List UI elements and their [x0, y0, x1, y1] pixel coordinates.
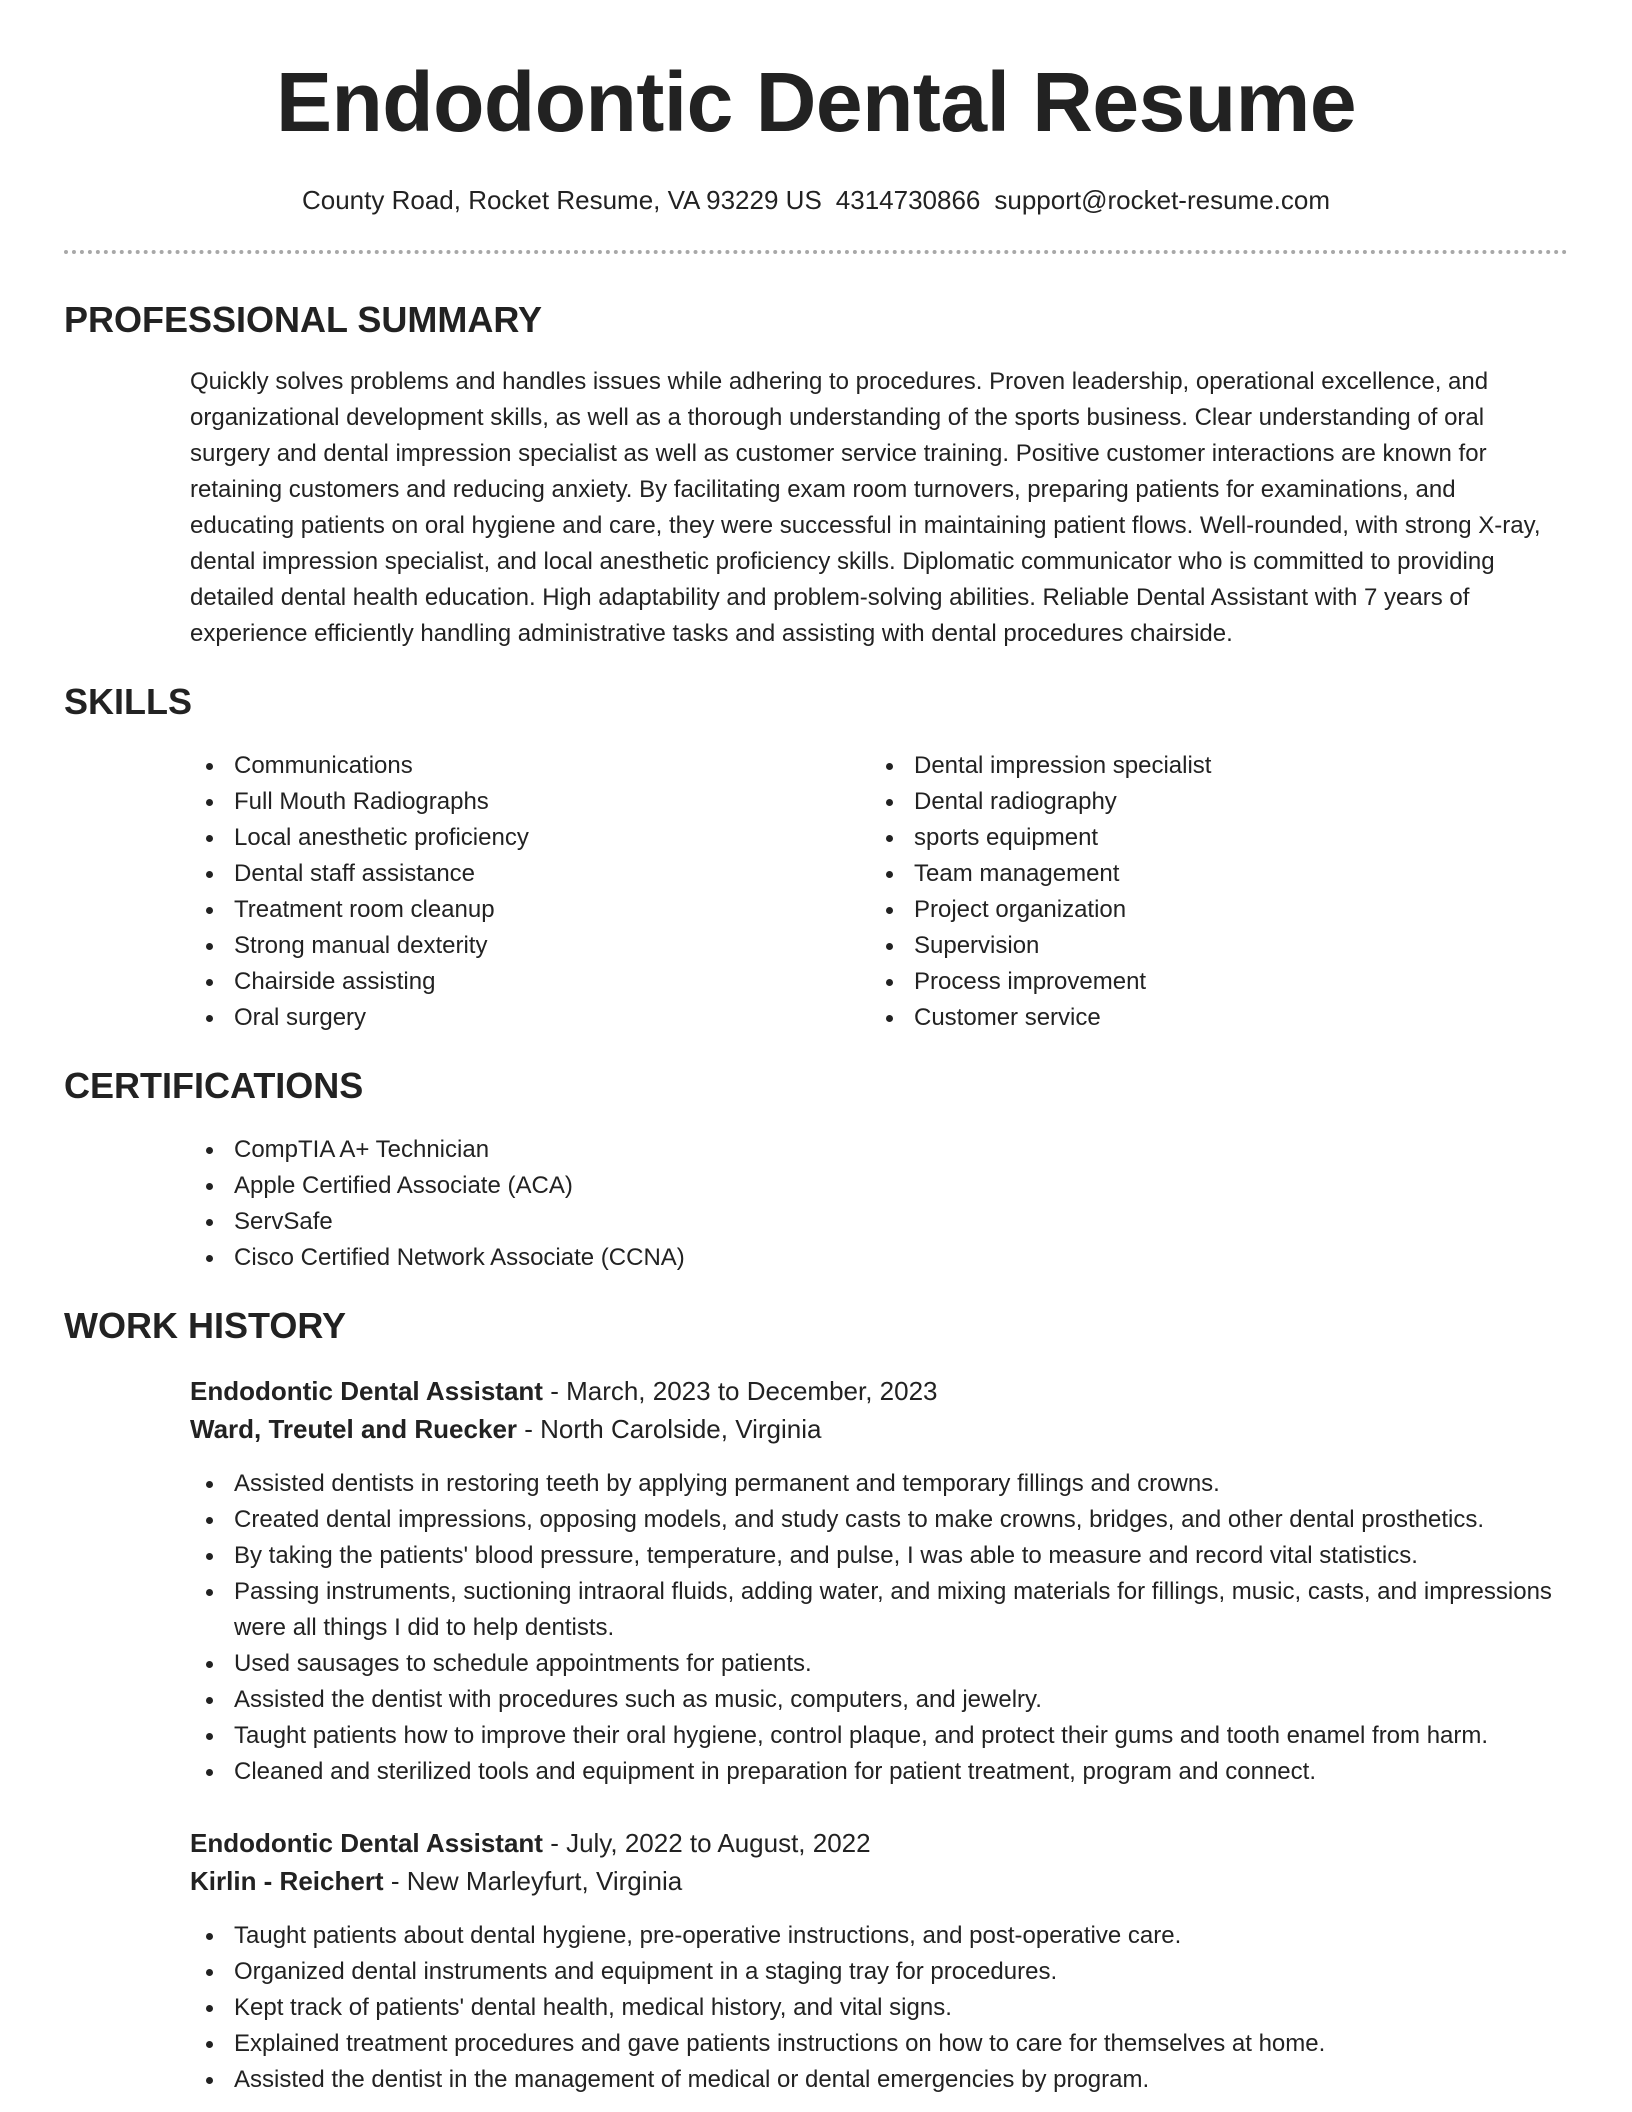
skill-item: Dental staff assistance	[190, 856, 850, 892]
skill-item: Full Mouth Radiographs	[190, 784, 850, 820]
summary-text: Quickly solves problems and handles issues while adhering to procedures. Proven leadership, operational excellence, and organizational development skills, as well as a thorough understanding of the sports business. Clear understanding of oral surgery and dental impression specialist as well as customer service training. Positive customer interactions are known for retaining customers and reducing anxiety. By facilitating exam room turnovers, preparing patients for examinations, and educating patients on oral hygiene and care, they were successful in maintaining patient flows. Well-rounded, with strong X-ray, dental impression specialist, and local anesthetic proficiency skills. Diplomatic communicator who is committed to providing detailed dental health education. High adaptability and problem-solving abilities. Reliable Dental Assistant with 7 years of experience efficiently handling administrative tasks and assisting with dental procedures chairside.	[190, 368, 1541, 647]
skill-item: Process improvement	[870, 964, 1530, 1000]
skills-column-left	[190, 748, 850, 1036]
section-title-work-history: WORK HISTORY	[64, 1305, 347, 1346]
skill-item: Project organization	[870, 892, 1530, 928]
skill-item: Dental radiography	[870, 784, 1530, 820]
job-duty-item: Kept track of patients' dental health, medical history, and vital signs.	[190, 1990, 1570, 2026]
job-dates: - July, 2022 to August, 2022	[542, 1828, 871, 1858]
job-location: - North Carolside, Virginia	[517, 1414, 822, 1444]
job-duty-item: Used sausages to schedule appointments for patients.	[190, 1646, 1570, 1682]
skill-item: Strong manual dexterity	[190, 928, 850, 964]
job-location: - New Marleyfurt, Virginia	[383, 1866, 683, 1896]
job-role: Endodontic Dental Assistant	[190, 1376, 543, 1406]
skill-item: sports equipment	[870, 820, 1530, 856]
job-duties-list	[190, 1466, 1570, 1790]
job-duty-item: Passing instruments, suctioning intraoral fluids, adding water, and mixing materials for fillings, music, casts, and impressions were all things I did to help dentists.	[190, 1574, 1570, 1646]
certifications-list	[190, 1132, 1090, 1276]
skills-column-right	[870, 748, 1530, 1036]
skill-item: Team management	[870, 856, 1530, 892]
job-title-line	[190, 1372, 1550, 1410]
contact-email: support@rocket-resume.com	[994, 185, 1331, 215]
certification-item: Cisco Certified Network Associate (CCNA)	[190, 1240, 1090, 1276]
job-company: Ward, Treutel and Ruecker	[190, 1414, 518, 1444]
certification-item: Apple Certified Associate (ACA)	[190, 1168, 1090, 1204]
skill-item: Supervision	[870, 928, 1530, 964]
header-divider	[64, 250, 1568, 254]
job-company-line	[190, 1410, 1550, 1448]
skill-item: Local anesthetic proficiency	[190, 820, 850, 856]
skill-item: Customer service	[870, 1000, 1530, 1036]
skill-item: Treatment room cleanup	[190, 892, 850, 928]
resume-title: Endodontic Dental Resume	[275, 55, 1357, 149]
job-duty-item: Organized dental instruments and equipment in a staging tray for procedures.	[190, 1954, 1570, 1990]
contact-line	[0, 182, 1632, 218]
job-company: Kirlin - Reichert	[190, 1866, 384, 1896]
certification-item: CompTIA A+ Technician	[190, 1132, 1090, 1168]
section-title-certifications: CERTIFICATIONS	[64, 1065, 364, 1106]
contact-address: County Road, Rocket Resume, VA 93229 US	[301, 185, 822, 215]
skill-item: Dental impression specialist	[870, 748, 1530, 784]
certification-item: ServSafe	[190, 1204, 1090, 1240]
job-duty-item: Assisted the dentist in the management of medical or dental emergencies by program.	[190, 2062, 1570, 2098]
contact-phone: 4314730866	[835, 185, 981, 215]
skill-item: Communications	[190, 748, 850, 784]
job-duty-item: By taking the patients' blood pressure, temperature, and pulse, I was able to measure and record vital statistics.	[190, 1538, 1570, 1574]
job-dates: - March, 2023 to December, 2023	[542, 1376, 938, 1406]
job-company-line	[190, 1862, 1550, 1900]
job-duties-list	[190, 1918, 1570, 2098]
section-title-summary: PROFESSIONAL SUMMARY	[64, 299, 543, 340]
job-duty-item: Taught patients about dental hygiene, pre-operative instructions, and post-operative care.	[190, 1918, 1570, 1954]
skill-item: Chairside assisting	[190, 964, 850, 1000]
job-duty-item: Explained treatment procedures and gave patients instructions on how to care for themselves at home.	[190, 2026, 1570, 2062]
skill-item: Oral surgery	[190, 1000, 850, 1036]
section-title-skills: SKILLS	[64, 681, 193, 722]
job-duty-item: Taught patients how to improve their oral hygiene, control plaque, and protect their gums and tooth enamel from harm.	[190, 1718, 1570, 1754]
job-duty-item: Assisted dentists in restoring teeth by applying permanent and temporary fillings and crowns.	[190, 1466, 1570, 1502]
job-role: Endodontic Dental Assistant	[190, 1828, 543, 1858]
job-duty-item: Cleaned and sterilized tools and equipment in preparation for patient treatment, program and connect.	[190, 1754, 1570, 1790]
job-duty-item: Created dental impressions, opposing models, and study casts to make crowns, bridges, and other dental prosthetics.	[190, 1502, 1570, 1538]
job-duty-item: Assisted the dentist with procedures such as music, computers, and jewelry.	[190, 1682, 1570, 1718]
job-title-line	[190, 1824, 1550, 1862]
